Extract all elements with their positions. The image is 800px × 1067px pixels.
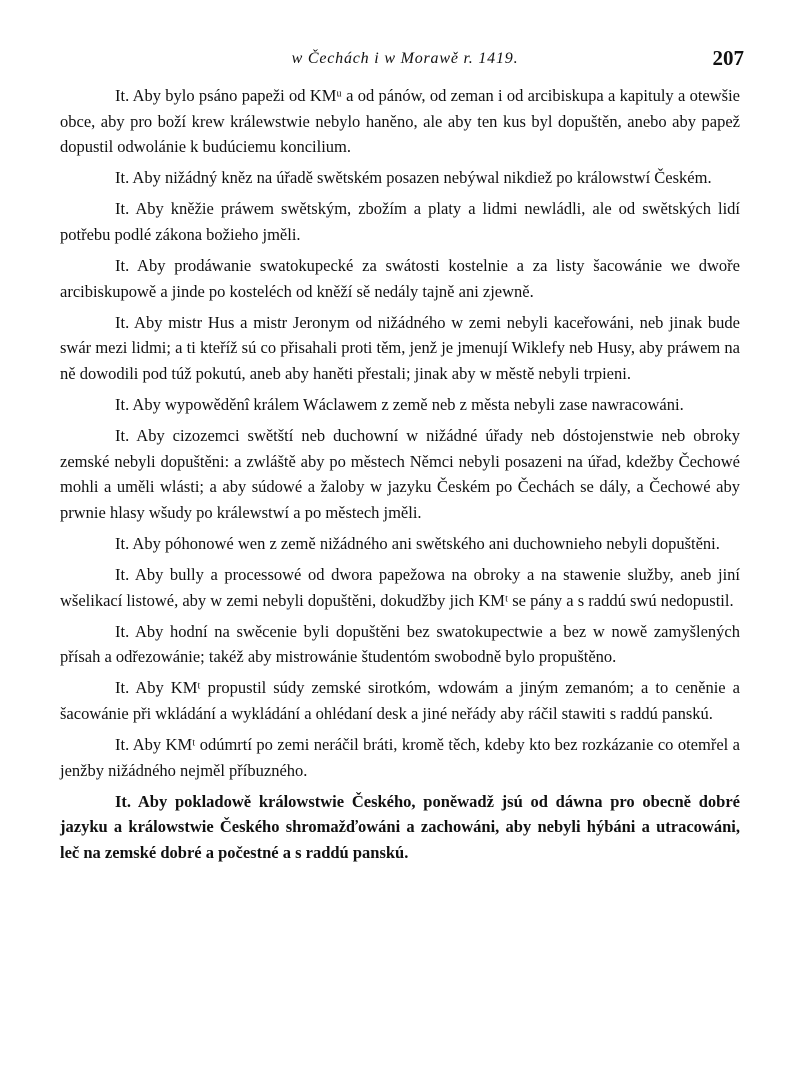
article-paragraph: It. Aby nižádný kněz na úřadě swětském posazen nebýwal nikdiež po králowstwí Českém. (115, 168, 712, 188)
page-number: 207 (712, 46, 744, 70)
running-head: w Čechách i w Morawě r. 1419. (291, 50, 519, 67)
body-text (60, 83, 740, 871)
article-paragraph: It. Aby pokladowě králowstwie Českého, poněwadž jsú od dáwna pro obecně dobré jazyku a králowstwie Českého shromažďowáni a zachowáni, aby nebyli hýbáni a utracowáni, leč na zemské dobré a počestné a s raddú panskú. (60, 791, 740, 863)
article-paragraph: It. Aby bully a processowé od dwora papežowa na obroky a na stawenie služby, aneb jiní wšelikací listowé, aby w zemi nebyli dopuštěni, dokudžby jich KMᵗ se pány a s raddú swú nedopustil. (60, 565, 740, 610)
article-paragraph: It. Aby bylo psáno papeži od KMᵘ a od pánów, od zeman i od arcibiskupa a kapituly a otewšie obce, aby pro boží krew králewstwie nebylo haněno, ale aby ten kus byl dopuštěn, anebo aby papež dopustil odwolánie k budúciemu koncilium. (60, 86, 740, 157)
article-paragraph: It. Aby KMᵗ propustil súdy zemské sirotkóm, wdowám a jiným zemanóm; a to ceněnie a šacowánie při wkládání a wykládání a ohlédaní desk a jiné neřády aby ráčil stawiti s raddú panskú. (60, 678, 740, 724)
article-paragraph: It. Aby KMᵗ odúmrtí po zemi neráčil bráti, kromě těch, kdeby kto bez rozkázanie co otemřel a jenžby nižádného nejměl příbuzného. (60, 735, 740, 780)
article-paragraph: It. Aby kněžie práwem swětským, zbožím a platy a lidmi newládli, ale od swětských lidí potřebu podlé zákona božieho jměli. (60, 199, 740, 244)
article-paragraph: It. Aby wypowěděnî králem Wáclawem z země neb z města nebyli zase nawracowáni. (115, 395, 684, 415)
article-paragraph: It. Aby hodní na swěcenie byli dopuštěni bez swatokupectwie a bez w nowě zamyšlených přísah a odřezowánie; takéž aby mistrowánie študentóm swobodně bylo propuštěno. (60, 621, 740, 667)
article-paragraph: It. Aby mistr Hus a mistr Jeronym od nižádného w zemi nebyli kaceřowáni, neb jinak bude swár mezi lidmi; a ti kteříž sú co přisahali proti těm, jenž je jmenují Wiklefy neb Husy, aby práwem na ně dowodili pod túž pokutú, aneb aby haněti přestali; jinak aby w městě nebyli trpieni. (60, 312, 740, 383)
article-paragraph: It. Aby póhonowé wen z země nižádného ani swětského ani duchownieho nebyli dopuštěni. (115, 534, 720, 553)
article-paragraph: It. Aby cizozemci swětští neb duchowní w nižádné úřady neb dóstojenstwie neb obroky zemské nebyli dopuštěni: a zwláště aby po městech Němci nebyli posazeni na úřad, kdežby Čechowé mohli a uměli wlásti; a aby súdowé a žaloby w jazyku Českém po Čechách se dály, a Čechowé aby prwnie hlasy wšudy po králewstwí a po městech jměli. (60, 426, 740, 522)
article-paragraph: It. Aby prodáwanie swatokupecké za swátosti kostelnie a za listy šacowánie we dwoře arcibiskupowě a jinde po kosteléch od kněží sě nedály tajně ani zjewně. (60, 256, 740, 301)
page-header (60, 46, 750, 76)
